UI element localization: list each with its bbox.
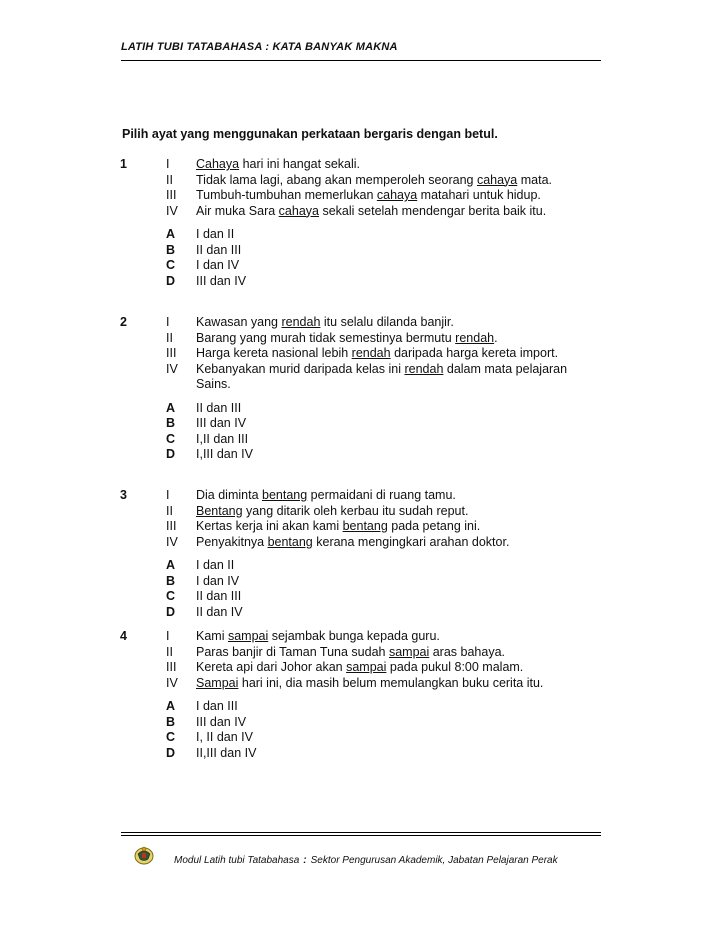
footer-module-name: Modul Latih tubi Tatabahasa bbox=[174, 855, 300, 866]
statement-text: Harga kereta nasional lebih rendah daripada harga kereta import. bbox=[196, 346, 559, 360]
statement-text: Dia diminta bentang permaidani di ruang tamu. bbox=[196, 488, 456, 502]
statement bbox=[116, 188, 596, 204]
answer-option-d[interactable] bbox=[116, 447, 596, 463]
option-letter: B bbox=[166, 573, 176, 588]
statement-roman: II bbox=[166, 644, 173, 659]
footer-separator: : bbox=[303, 855, 307, 866]
underlined-word: rendah bbox=[351, 346, 391, 360]
footer-divider bbox=[121, 835, 601, 836]
option-letter: B bbox=[166, 242, 176, 257]
statement-text: Tumbuh-tumbuhan memerlukan cahaya matahari untuk hidup. bbox=[196, 188, 541, 202]
answer-option-b[interactable] bbox=[116, 416, 596, 432]
answer-option-d[interactable] bbox=[116, 605, 596, 621]
underlined-word: Bentang bbox=[196, 503, 243, 518]
underlined-word: cahaya bbox=[376, 188, 418, 202]
option-text: III dan IV bbox=[196, 714, 247, 729]
statement-roman: I bbox=[166, 157, 170, 171]
option-letter: C bbox=[166, 258, 176, 272]
answer-option-c[interactable] bbox=[116, 258, 596, 274]
underlined-word: bentang bbox=[262, 488, 308, 502]
underlined-word: Cahaya bbox=[196, 157, 240, 171]
underlined-word: sampai bbox=[227, 629, 269, 643]
statement bbox=[116, 331, 596, 347]
footer-department: Sektor Pengurusan Akademik, Jabatan Pelajaran Perak bbox=[310, 855, 558, 866]
question-number: 3 bbox=[120, 488, 127, 502]
statement-text: Cahaya hari ini hangat sekali. bbox=[196, 157, 360, 171]
statement-roman: III bbox=[166, 519, 177, 533]
footer-text bbox=[174, 855, 558, 867]
option-letter: B bbox=[166, 714, 176, 729]
option-letter: A bbox=[166, 699, 176, 713]
page-header: LATIH TUBI TATABAHASA : KATA BANYAK MAKNA bbox=[121, 40, 601, 61]
underlined-word: bentang bbox=[267, 534, 313, 549]
option-letter: A bbox=[166, 227, 176, 241]
option-letter: C bbox=[166, 730, 176, 744]
statement bbox=[116, 157, 596, 173]
answer-option-c[interactable] bbox=[116, 589, 596, 605]
answer-option-a[interactable] bbox=[116, 699, 596, 715]
statement-roman: IV bbox=[166, 361, 178, 376]
option-text: I dan II bbox=[196, 227, 235, 241]
statement bbox=[116, 629, 596, 645]
statement-roman: II bbox=[166, 330, 173, 345]
answer-option-b[interactable] bbox=[116, 715, 596, 731]
statement-roman: IV bbox=[166, 534, 178, 549]
statement bbox=[116, 488, 596, 504]
option-letter: D bbox=[166, 745, 176, 760]
statement-text: Barang yang murah tidak semestinya bermutu rendah. bbox=[196, 330, 498, 345]
statement bbox=[116, 660, 596, 676]
option-text: I,III dan IV bbox=[196, 447, 253, 461]
underlined-word: sampai bbox=[388, 644, 430, 659]
state-crest-icon bbox=[133, 844, 155, 866]
statement-roman: I bbox=[166, 488, 170, 502]
statement-roman: IV bbox=[166, 203, 178, 218]
question-1 bbox=[116, 157, 596, 289]
answer-option-b[interactable] bbox=[116, 574, 596, 590]
statement bbox=[116, 645, 596, 661]
instruction-text: Pilih ayat yang menggunakan perkataan bergaris dengan betul. bbox=[122, 127, 498, 141]
statement-roman: III bbox=[166, 346, 177, 360]
option-letter: B bbox=[166, 416, 176, 430]
answer-option-b[interactable] bbox=[116, 243, 596, 259]
statement bbox=[116, 346, 596, 362]
statement-roman: III bbox=[166, 188, 177, 202]
statement-text: Kereta api dari Johor akan sampai pada pukul 8:00 malam. bbox=[196, 660, 524, 674]
underlined-word: rendah bbox=[404, 361, 444, 376]
option-letter: C bbox=[166, 589, 176, 603]
question-number: 2 bbox=[120, 315, 127, 329]
statement bbox=[116, 315, 596, 331]
statement-text: Kami sampai sejambak bunga kepada guru. bbox=[196, 629, 440, 643]
statement-text: Kebanyakan murid daripada kelas ini rendah dalam mata pelajaran Sains. bbox=[196, 361, 568, 391]
option-letter: A bbox=[166, 558, 176, 572]
answer-option-c[interactable] bbox=[116, 730, 596, 746]
option-text: II dan IV bbox=[196, 604, 243, 619]
statement bbox=[116, 504, 596, 520]
statement-roman: II bbox=[166, 503, 173, 518]
answer-option-a[interactable] bbox=[116, 558, 596, 574]
statement-text: Sampai hari ini, dia masih belum memulangkan buku cerita itu. bbox=[196, 675, 544, 690]
option-text: II dan III bbox=[196, 400, 242, 415]
answer-option-d[interactable] bbox=[116, 274, 596, 290]
underlined-word: cahaya bbox=[476, 172, 518, 187]
statement-roman: I bbox=[166, 629, 170, 643]
statement-text: Penyakitnya bentang kerana mengingkari arahan doktor. bbox=[196, 534, 510, 549]
statement-text: Air muka Sara cahaya sekali setelah mendengar berita baik itu. bbox=[196, 203, 547, 218]
statement-roman: III bbox=[166, 660, 177, 674]
statement-text: Bentang yang ditarik oleh kerbau itu sudah reput. bbox=[196, 503, 469, 518]
option-text: II dan III bbox=[196, 242, 242, 257]
option-text: I, II dan IV bbox=[196, 730, 253, 744]
statement bbox=[116, 519, 596, 535]
statement-text: Kawasan yang rendah itu selalu dilanda banjir. bbox=[196, 315, 454, 329]
option-letter: C bbox=[166, 431, 176, 446]
question-3 bbox=[116, 488, 596, 620]
question-4 bbox=[116, 629, 596, 761]
statement-text: Tidak lama lagi, abang akan memperoleh seorang cahaya mata. bbox=[196, 172, 553, 187]
answer-option-a[interactable] bbox=[116, 227, 596, 243]
option-text: III dan IV bbox=[196, 273, 247, 288]
option-text: I dan II bbox=[196, 558, 235, 572]
underlined-word: cahaya bbox=[278, 203, 319, 218]
option-letter: A bbox=[166, 400, 176, 415]
answer-option-d[interactable] bbox=[116, 746, 596, 762]
option-text: II dan III bbox=[196, 589, 242, 603]
option-letter: D bbox=[166, 273, 176, 288]
statement bbox=[116, 535, 596, 551]
option-text: I,II dan III bbox=[196, 431, 249, 446]
answer-option-a[interactable] bbox=[116, 401, 596, 417]
statement bbox=[116, 204, 596, 220]
underlined-word: rendah bbox=[281, 315, 321, 329]
underlined-word: bentang bbox=[342, 519, 388, 533]
statement-text: Kertas kerja ini akan kami bentang pada petang ini. bbox=[196, 519, 481, 533]
statement-roman: II bbox=[166, 172, 173, 187]
statement-roman: IV bbox=[166, 675, 178, 690]
question-number: 4 bbox=[120, 629, 127, 643]
underlined-word: rendah bbox=[455, 330, 495, 345]
statement-roman: I bbox=[166, 315, 170, 329]
option-letter: D bbox=[166, 447, 176, 461]
answer-option-c[interactable] bbox=[116, 432, 596, 448]
statement-text: Paras banjir di Taman Tuna sudah sampai aras bahaya. bbox=[196, 644, 505, 659]
option-text: I dan IV bbox=[196, 573, 240, 588]
statement bbox=[116, 362, 596, 393]
option-letter: D bbox=[166, 604, 176, 619]
option-text: I dan IV bbox=[196, 258, 240, 272]
option-text: III dan IV bbox=[196, 416, 247, 430]
underlined-word: Sampai bbox=[196, 675, 239, 690]
statement bbox=[116, 676, 596, 692]
question-2 bbox=[116, 315, 596, 463]
option-text: I dan III bbox=[196, 699, 238, 713]
option-text: II,III dan IV bbox=[196, 745, 257, 760]
statement bbox=[116, 173, 596, 189]
underlined-word: sampai bbox=[346, 660, 387, 674]
question-number: 1 bbox=[120, 157, 127, 171]
footer-divider bbox=[121, 832, 601, 833]
